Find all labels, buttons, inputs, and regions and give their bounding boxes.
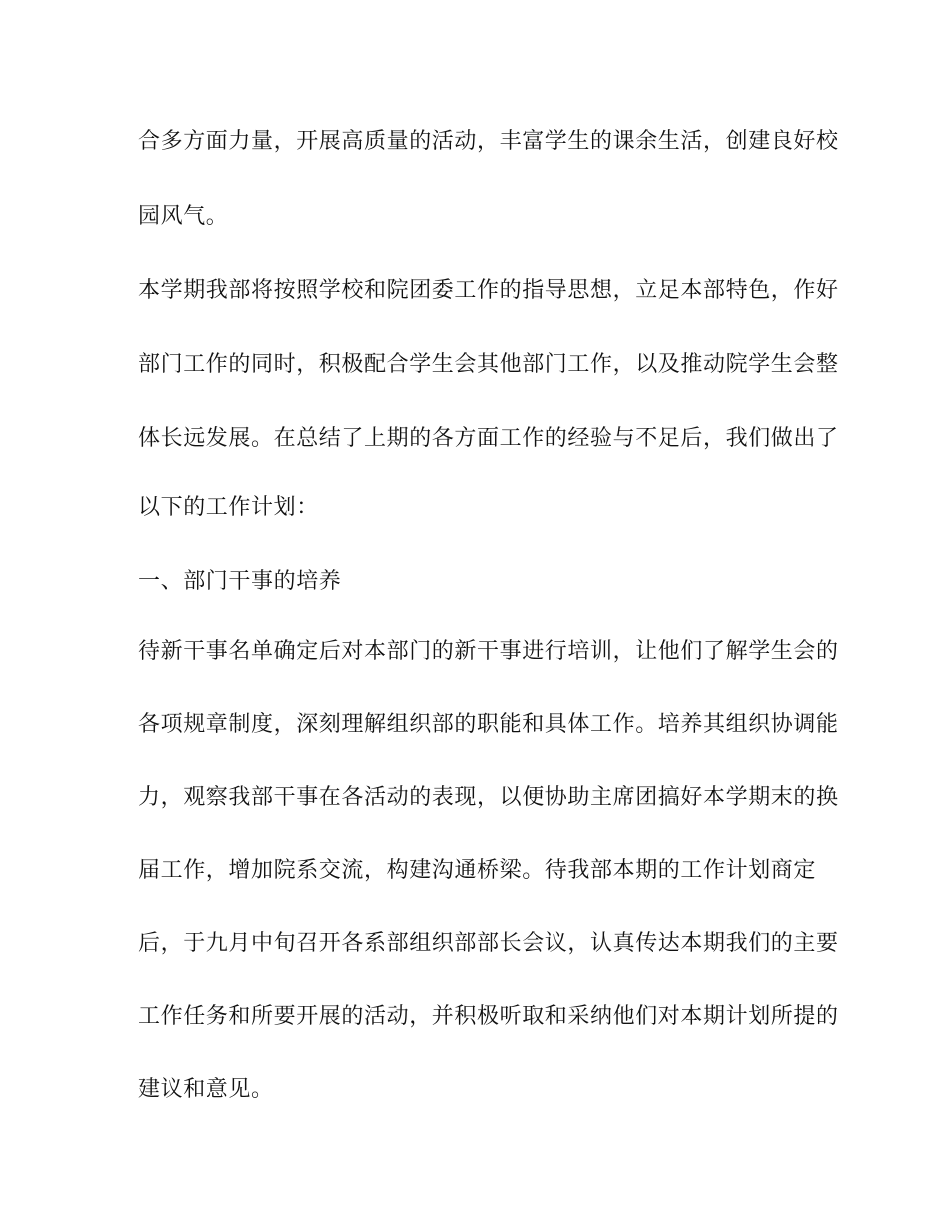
section-heading: 一、部门干事的培养 [138,569,342,594]
text-line: 建议和意见。 [138,1077,274,1102]
text-line: 届工作，增加院系交流，构建沟通桥梁。待我部本期的工作计划商定 [138,858,817,883]
text-line: 待新干事名单确定后对本部门的新干事进行培训，让他们了解学生会的 [138,639,839,664]
text-line: 园风气。 [138,204,229,229]
text-line: 以下的工作计划： [138,495,319,520]
text-line: 各项规章制度，深刻理解组织部的职能和具体工作。培养其组织协调能 [138,712,839,737]
text-line: 部门工作的同时，积极配合学生会其他部门工作，以及推动院学生会整 [138,352,839,377]
text-line: 力，观察我部干事在各活动的表现，以便协助主席团搞好本学期末的换 [138,785,839,810]
text-line: 后，于九月中旬召开各系部组织部部长会议，认真传达本期我们的主要 [138,931,839,956]
text-line: 体长远发展。在总结了上期的各方面工作的经验与不足后，我们做出了 [138,426,839,451]
text-line: 本学期我部将按照学校和院团委工作的指导思想，立足本部特色，作好 [138,278,839,303]
text-line: 工作任务和所要开展的活动，并积极听取和采纳他们对本期计划所提的 [138,1004,839,1029]
text-line: 合多方面力量，开展高质量的活动，丰富学生的课余生活，创建良好校 [138,129,839,154]
